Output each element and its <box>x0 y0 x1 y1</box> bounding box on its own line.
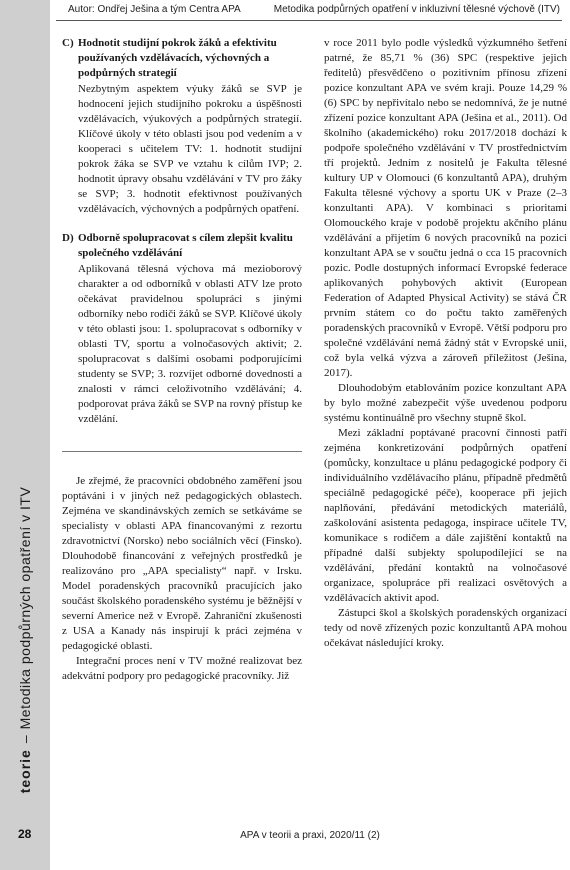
section-divider <box>62 451 302 452</box>
list-item-title: Odborně spolupracovat s cílem zlepšit kvalitu společného vzdělávání <box>78 232 293 259</box>
list-item-title: Hodnotit studijní pokrok žáků a efektivitu používaných vzdělávacích, výchovných a podpůrných strategií <box>78 37 277 79</box>
running-header <box>56 0 562 21</box>
sidebar-section-label <box>17 487 33 794</box>
sidebar-section-text: Metodika podpůrných opatření v ITV <box>17 486 33 730</box>
sidebar-band <box>0 0 50 870</box>
list-item-letter: D) <box>62 232 74 244</box>
header-title: Metodika podpůrných opatření v inkluzivní tělesné výchově (ITV) <box>273 4 560 15</box>
body-paragraph: Je zřejmé, že pracovníci obdobného zaměření jsou poptáváni i v jiných než pedagogických oblastech. Zejména ve skandinávských zemích se setkáváme se specialisty v oblasti APA financovanými z rezortu zdravotnictví (Norsko) nebo sociálních věcí (Finsko). Dlouhodobě financování z veřejných prostředků je realizováno pro „APA specialisty“ např. v Irsku. Model poradenských pracovníků pracujících jako součást školského poradenského systému je běžnější v severní Americe než v Evropě. Zahraniční zkušenosti z USA a Kanady nás inspirují k práci zejména v pedagogické oblasti. <box>62 475 302 652</box>
page-number: 28 <box>18 827 32 841</box>
sidebar-section-dash: – <box>17 735 33 744</box>
body-paragraph: v roce 2011 bylo podle výsledků výzkumného šetření patrné, že 85,71 % (36) SPC (respektive jejich ředitelů) přesvědčeno o pozitivním přínosu zřízení pozice konzultant APA ve svém kraji. Pouze 14,29 % (6) SPC by nepřivítalo nebo se nedomnívá, že je nutné zřízení pozice konzultant APA (Ješina et al., 2011). Od školního (akademického) roku 2017/2018 dochází k podpoře společného vzdělávání v TV prostřednictvím tří projektů. Jedním z nositelů je Fakulta tělesné kultury UP v Olomouci (6 konzultantů APA), druhým Fakulta tělesné výchovy a sportu UK v Praze (2–3 konzultanti APA). V kombinaci s prioritami Olomouckého kraje v podobě projektu akčního plánu vzdělávání a přijetím 6 nových pracovníků na pozici konzultant APA se v součtu jedná o cca 15 pracovních pozic. Podle dostupných informací Evropské federace aplikovaných pohybových aktivit (European Federation of Adapted Physical Activity) se stává ČR prvním státem co do počtu takto zaměřených poradenských pracovníků v Evropě. Větší podporu pro společné vzdělávání nemá žádný stát v Evropské unii, což byla velká výzva a zároveň příležitost (Ješina, 2017). <box>324 37 567 379</box>
left-column <box>62 36 302 684</box>
body-paragraph: Zástupci škol a školských poradenských organizací tedy od nově zřízených pozic konzultantů APA mohou očekávat následující kroky. <box>324 607 567 649</box>
list-item-body: Nezbytným aspektem výuky žáků se SVP je hodnocení jejich studijního pokroku a úspěšnosti vzdělávacích, výukových a podpůrných strategií. Klíčové úkoly v této oblasti jsou pod vedením a v kooperaci s učitelem TV: 1. hodnotit studijní pokrok žáka se SVP ve vztahu k cílům IVP; 2. hodnotit úpravy obsahu vzdělávání v TV pro žáky se SVP; 3. hodnotit efektivnost používaných vzdělávacích, výchovných a podpůrných opatření. <box>78 83 302 215</box>
body-paragraph: Mezi základní poptávané pracovní činnosti patří zejména konkretizování podpůrných opatření (pomůcky, konzultace u plánu pedagogické podpory či individuálního vzdělávacího plánu, případně předmětů speciálně pedagogické péče), kooperace při jejich naplňování, předávání metodických materiálů, zaškolování asistenta pedagoga, inspirace učitele TV, komunikace s rodičem a dále zajištění kontaktů na případné další subjekty spolupodílející se na vzdělávání, předání kontaktů na volnočasové organizace, spolupráce při realizaci osvětových a vzdělávacích aktivit apod. <box>324 427 567 604</box>
list-item-c <box>62 36 302 217</box>
header-author: Autor: Ondřej Ješina a tým Centra APA <box>68 4 241 15</box>
right-column <box>324 36 567 651</box>
running-footer: APA v teorii a praxi, 2020/11 (2) <box>240 830 380 841</box>
list-item-letter: C) <box>62 37 74 49</box>
sidebar-section-strong: teorie <box>17 749 33 794</box>
body-paragraph: Dlouhodobým etablováním pozice konzultant APA by bylo možné zabezpečit výše uvedenou podporu systému kontinuálně pro všechny stupně škol. <box>324 382 567 424</box>
body-paragraph: Integrační proces není v TV možné realizovat bez adekvátní podpory pro pedagogické pracovníky. Již <box>62 655 302 682</box>
list-item-body: Aplikovaná tělesná výchova má mezioborový charakter a od odborníků v oblasti ATV lze proto očekávat pravidelnou spolupráci s jinými odborníky nebo rodiči žáků se SVP. Klíčové úkoly v této oblasti jsou: 1. spolupracovat s odborníky v oblasti TV, sportu a volnočasových aktivit; 2. spolupracovat s dalšími osobami podporujícími studenty se SVP; 3. rozvíjet odborné dovednosti a znalosti v rámci celoživotního vzdělávání; 4. podporovat práva žáků se SVP na rovný přístup ke vzdělání. <box>78 263 302 425</box>
list-item-d <box>62 231 302 427</box>
